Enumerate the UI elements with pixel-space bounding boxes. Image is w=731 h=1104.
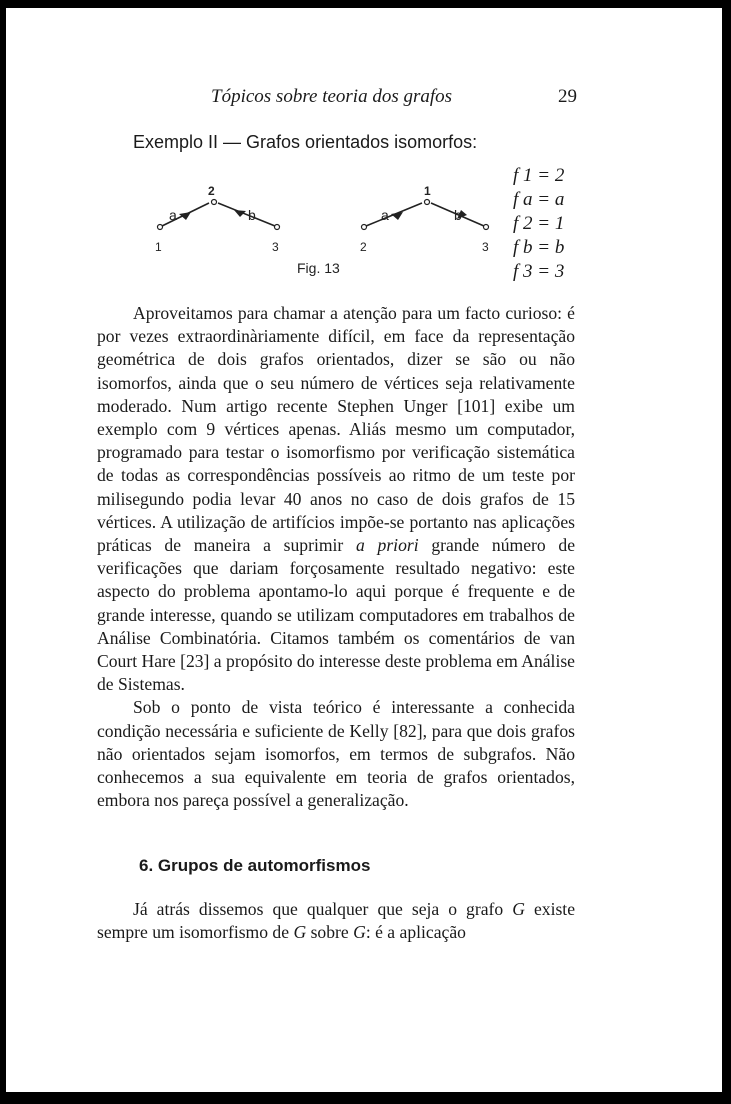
figure-13 (6, 8, 722, 308)
graph1-vertex-right (275, 225, 280, 230)
body-text-continued (97, 898, 575, 944)
graph2-vertex-top (425, 200, 430, 205)
figure-caption: Fig. 13 (297, 260, 340, 276)
graph2-label-left: 2 (360, 240, 367, 254)
graph-2 (360, 184, 489, 254)
mapping-row: f 1 = 2 (513, 165, 565, 186)
section-heading: 6. Grupos de automorfismos (139, 856, 371, 875)
graph2-edge-label-b: b (454, 207, 462, 223)
header-title: Tópicos sobre teoria dos grafos (211, 86, 453, 107)
graph1-edge-label-a: a (169, 207, 177, 223)
graph2-label-top: 1 (424, 184, 431, 198)
graph1-edge-label-b: b (248, 207, 256, 223)
graph1-label-left: 1 (155, 240, 162, 254)
body-text (97, 302, 575, 812)
graph2-arrow-a (391, 212, 403, 220)
paragraph-3: Já atrás dissemos que qualquer que seja o grafo G existe sempre um isomorfismo de G sobre G: é a aplicação (97, 899, 576, 943)
graph1-label-right: 3 (272, 240, 279, 254)
graph2-edge-label-a: a (381, 207, 389, 223)
graph1-label-top: 2 (208, 184, 215, 198)
mapping-row: f b = b (513, 237, 565, 258)
graph1-vertex-top (212, 200, 217, 205)
graph1-edge-b (218, 203, 275, 226)
book-page (6, 8, 722, 1092)
mapping-row: f a = a (513, 189, 565, 210)
page-number: 29 (558, 86, 577, 107)
graph2-label-right: 3 (482, 240, 489, 254)
mapping-row: f 2 = 1 (513, 213, 565, 234)
paragraph-2: Sob o ponto de vista teórico é interessante a conhecida condição necessária e suficiente de Kelly [82], para que dois grafos não orientados sejam isomorfos, em termos de subgrafos. Não conhecemos a sua equivalente em teoria de grafos orientados, embora nos pareça possível a generalização. (97, 697, 575, 811)
mapping-row: f 3 = 3 (513, 261, 565, 282)
graph2-vertex-left (362, 225, 367, 230)
paragraph-1: Aproveitamos para chamar a atenção para um facto curioso: é por vezes extraordinàriamente difícil, em face da representação geométrica de dois grafos orientados, dizer se são ou não isomorfos, ainda que o seu número de vértices seja relativamente moderado. Num artigo recente Stephen Unger [101] exibe um exemplo com 9 vértices apenas. Aliás mesmo um computador, programado para testar o isomorfismo por verificação sistemática de todas as correspondências possíveis ao ritmo de um teste por milisegundo podia levar 40 anos no caso de dois grafos de 15 vértices. A utilização de artifícios impõe-se portanto nas aplicações práticas de maneira a suprimir a priori grande número de verificações que dariam forçosamente resultado negativo: este aspecto do problema apontamo-lo aqui porque é frequente e de grande interesse, quando se utilizam computadores em trabalhos de Análise Combinatória. Citamos também os comentários de van Court Hare [23] a propósito do interesse deste problema em Análise de Sistemas. (97, 303, 576, 695)
isomorphism-mapping (513, 164, 564, 284)
example-heading: Exemplo II — Grafos orientados isomorfos: (133, 132, 478, 152)
graph1-vertex-left (158, 225, 163, 230)
graph-1 (155, 184, 280, 254)
graph2-vertex-right (484, 225, 489, 230)
